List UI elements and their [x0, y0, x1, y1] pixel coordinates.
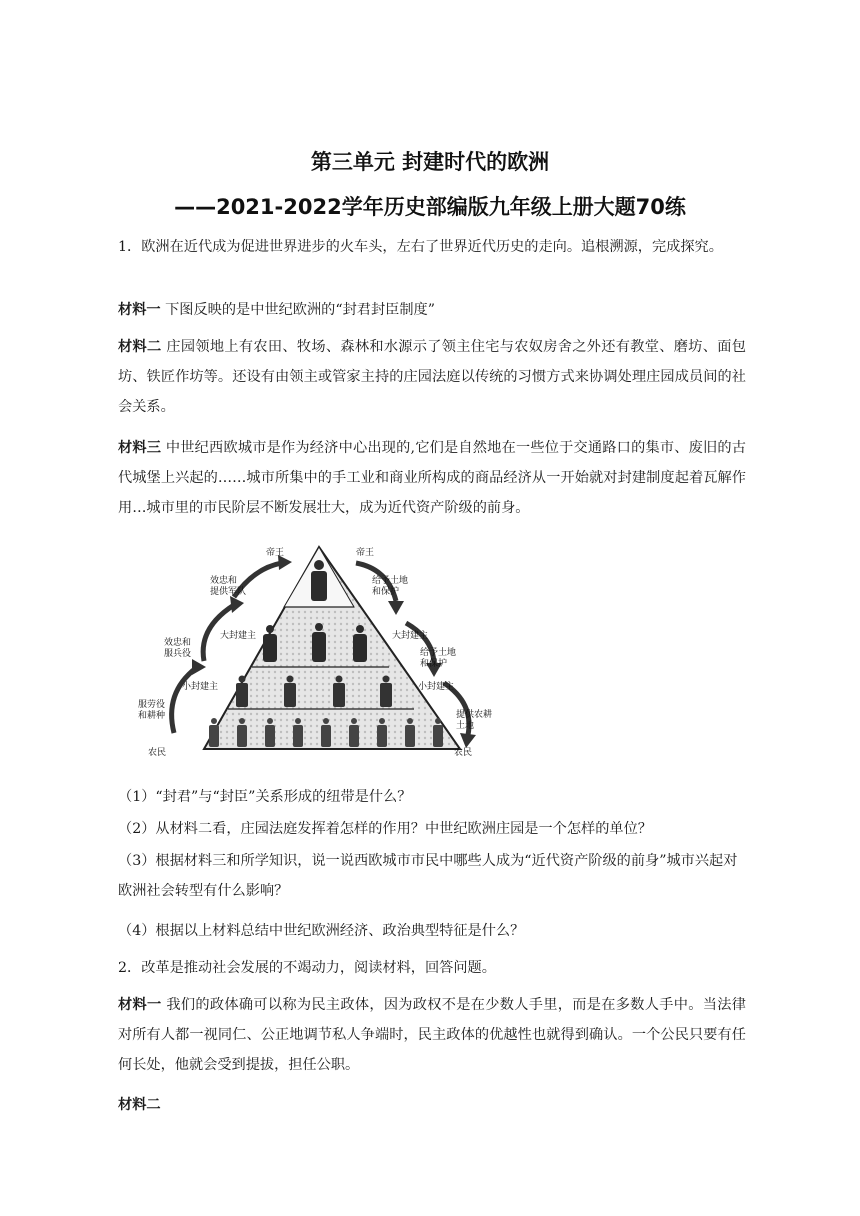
page-subtitle: ——2021-2022学年历史部编版九年级上册大题70练 — [174, 195, 686, 219]
material-label: 材料二 — [118, 339, 162, 355]
left-relation-label-0: 效忠和提供军队 — [210, 576, 247, 597]
material-text: 下图反映的是中世纪欧洲的“封君封臣制度” — [165, 302, 435, 318]
q1-stem: 1．欧洲在近代成为促进世界进步的火车头，左右了世界近代历史的走向。追根溯源，完成探究。 — [118, 239, 723, 255]
tier-label-left-2: 小封建主 — [182, 682, 219, 692]
q1-question-4: （4）根据以上材料总结中世纪欧洲经济、政治典型特征是什么？ — [118, 923, 525, 939]
tier-label-left-0: 帝王 — [266, 548, 285, 558]
q1-question-1: （1）“封君”与“封臣”关系形成的纽带是什么？ — [118, 789, 412, 805]
q1-material-2 — [118, 332, 746, 422]
peasants-figures — [209, 718, 443, 747]
material-label: 材料三 — [118, 440, 162, 456]
material-text: 中世纪西欧城市是作为经济中心出现的,它们是自然地在一些位于交通路口的集市、废旧的古代城堡上兴起的……城市所集中的手工业和商业所构成的商品经济从一开始就对封建制度起着瓦解作用…城市里的市民阶层不断发展壮大，成为近代资产阶级的前身。 — [118, 440, 746, 516]
tier-label-right-3: 农民 — [454, 748, 473, 758]
feudal-pyramid-figure — [134, 543, 504, 763]
tier-label-right-0: 帝王 — [356, 548, 375, 558]
tier-label-left-3: 农民 — [148, 748, 167, 758]
material-text: 庄园领地上有农田、牧场、森林和水源示了领主住宅与农奴房舍之外还有教堂、磨坊、面包坊、铁匠作坊等。还设有由领主或管家主持的庄园法庭以传统的习惯方式来协调处理庄园成员间的社会关系。 — [118, 339, 746, 415]
q2-stem: 2．改革是推动社会发展的不竭动力，阅读材料，回答问题。 — [118, 960, 496, 976]
right-relation-label-0: 给予土地和保护 — [372, 576, 409, 597]
arrow-up-1 — [172, 668, 196, 733]
material-label: 材料二 — [118, 1097, 161, 1113]
q2-material-1 — [118, 990, 746, 1080]
tier-label-left-1: 大封建主 — [220, 631, 257, 641]
right-relation-label-1: 给予土地和保护 — [420, 648, 457, 669]
q2-material-2 — [118, 1090, 746, 1120]
material-label: 材料一 — [118, 302, 161, 318]
tier-label-right-2: 小封建主 — [418, 682, 455, 692]
left-relation-label-2: 服劳役和耕种 — [138, 700, 166, 721]
q1-material-1 — [118, 295, 746, 325]
right-relation-label-2: 提供农耕土地 — [456, 710, 493, 731]
q1-question-3: （3）根据材料三和所学知识，说一说西欧城市市民中哪些人成为“近代资产阶级的前身”城市兴起对欧洲社会转型有什么影响？ — [118, 853, 738, 899]
tier-label-right-1: 大封建主 — [392, 631, 429, 641]
page-title: 第三单元 封建时代的欧洲 — [310, 150, 550, 174]
material-label: 材料一 — [118, 997, 162, 1013]
q1-material-3 — [118, 433, 746, 523]
left-relation-label-1: 效忠和服兵役 — [164, 638, 192, 659]
q1-question-2: （2）从材料二看，庄园法庭发挥着怎样的作用？中世纪欧洲庄园是一个怎样的单位？ — [118, 821, 652, 837]
material-text: 我们的政体确可以称为民主政体，因为政权不是在少数人手里，而是在多数人手中。当法律对所有人都一视同仁、公正地调节私人争端时，民主政体的优越性也就得到确认。一个公民只要有任何长处，他就会受到提拔，担任公职。 — [118, 997, 746, 1073]
